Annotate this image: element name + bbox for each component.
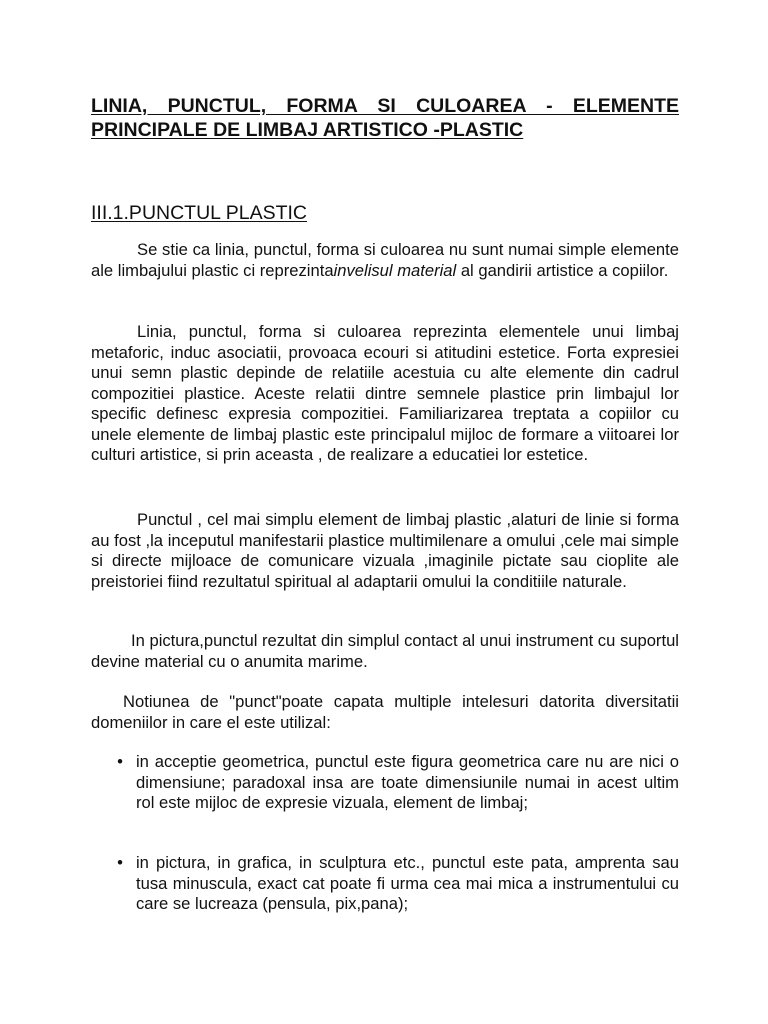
bullet-icon: • (117, 853, 123, 872)
bullet-list-1 (91, 752, 679, 814)
list-item-text: in acceptie geometrica, punctul este figura geometrica care nu are nici o dimensiune; paradoxal insa are toate dimensiunile numai in acest ultim rol este mijloc de expresie vizuala, element de limbaj; (136, 752, 679, 812)
paragraph-1 (91, 240, 679, 281)
bullet-icon: • (117, 752, 123, 771)
paragraph-1-start: Se stie ca linia, punctul, forma si culoarea nu sunt numai simple elemente ale limbajului plastic ci reprezinta (91, 240, 679, 280)
title-end: PLASTIC (439, 119, 524, 141)
list-item (91, 853, 679, 915)
title-main: LINIA, PUNCTUL, FORMA SI CULOAREA - ELEMENTE PRINCIPALE DE LIMBAJ ARTISTICO - (91, 95, 679, 141)
bullet-list-2 (91, 853, 679, 915)
paragraph-1-italic: invelisul material (333, 260, 457, 280)
section-heading: III.1.PUNCTUL PLASTIC (91, 202, 307, 224)
list-item-text: in pictura, in grafica, in sculptura etc., punctul este pata, amprenta sau tusa minuscula, exact cat poate fi urma cea mai mica a instrumentului cu care se lucreaza (pensula, pix,pana); (136, 853, 679, 913)
paragraph-4: In pictura,punctul rezultat din simplul contact al unui instrument cu suportul devine material cu o anumita marime. (91, 631, 679, 671)
paragraph-1-end: al gandirii artistice a copiilor. (456, 260, 669, 280)
paragraph-5: Notiunea de "punct"poate capata multiple intelesuri datorita diversitatii domeniilor in care el este utilizal: (91, 692, 679, 732)
list-item (91, 752, 679, 814)
paragraph-2: Linia, punctul, forma si culoarea reprezinta elementele unui limbaj metaforic, induc asociatii, provoaca ecouri si atitudini estetice. Forta expresiei unui semn plastic depinde de relatiile acestuia cu alte elemente din cadrul compozitiei plastice. Aceste relatii dintre semnele plastice prin limbajul lor specific definesc expresia compozitiei. Familiarizarea treptata a copiilor cu unele elemente de limbaj plastic este principalul mijloc de formare a viitoarei lor culturi artistice, si prin aceasta , de realizare a educatiei lor estetice. (91, 322, 679, 464)
paragraph-3: Punctul , cel mai simplu element de limbaj plastic ,alaturi de linie si forma au fost ,la inceputul manifestarii plastice multimilenare a omului ,cele mai simple si directe mijloace de comunicare vizuala ,imaginile pictate sau cioplite ale preistoriei fiind rezultatul spiritual al adaptarii omului la conditiile naturale. (91, 510, 679, 591)
document-title (91, 94, 679, 142)
